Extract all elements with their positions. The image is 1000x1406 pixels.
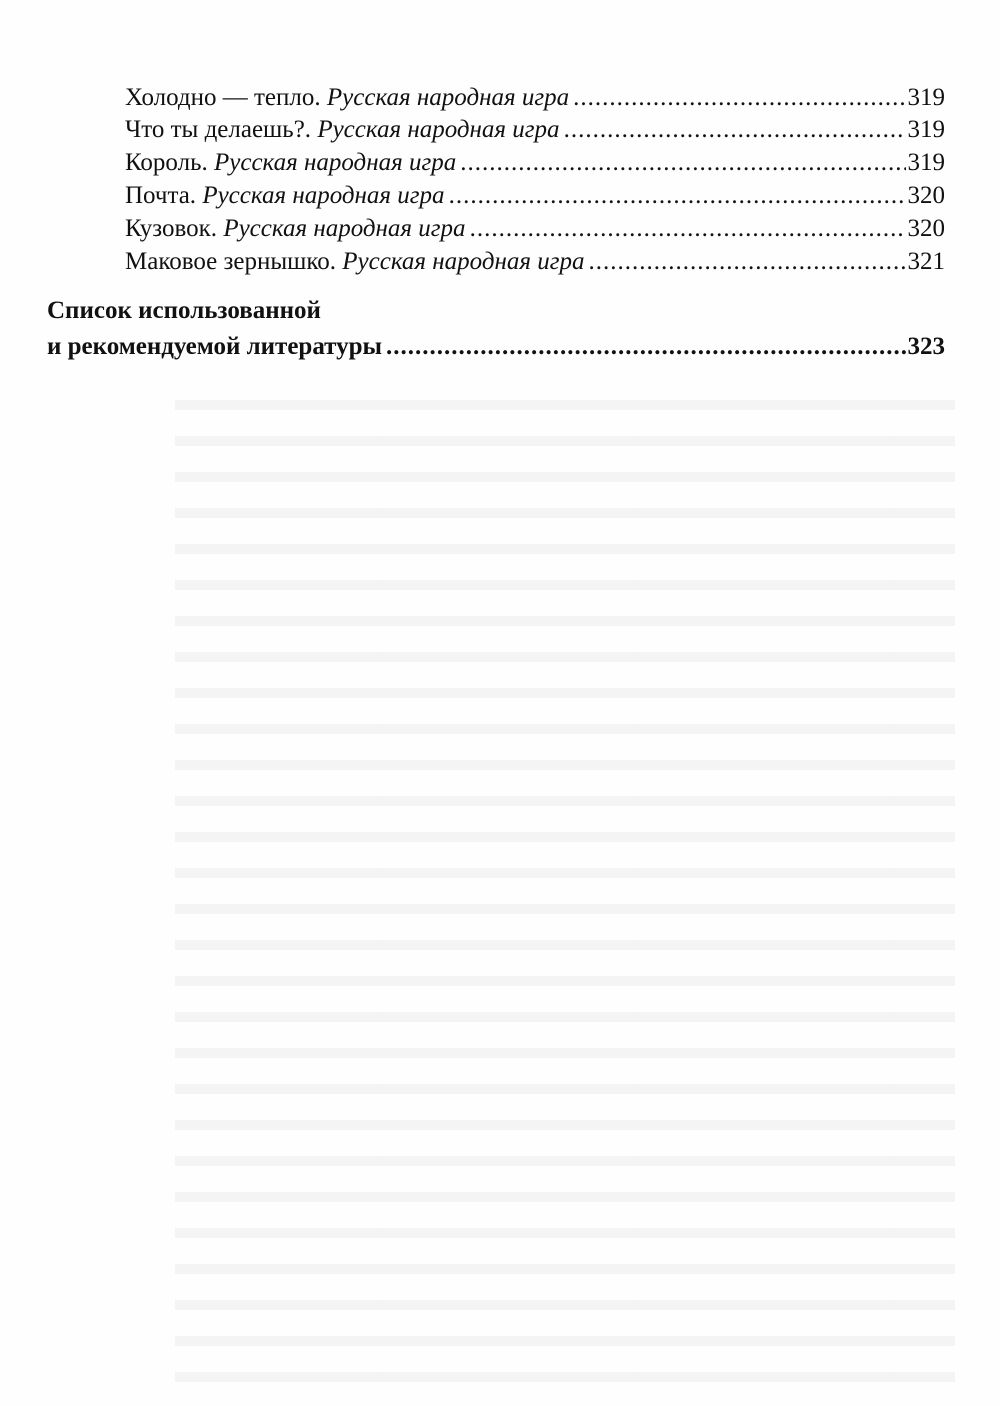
toc-entry-title: Что ты делаешь?. Русская народная игра (125, 116, 560, 143)
dot-leader (470, 211, 906, 247)
toc-entry-subtitle: Русская народная игра (202, 182, 445, 209)
toc-entry[interactable] (125, 178, 945, 214)
toc-page-number: 319 (907, 149, 945, 176)
toc-entry-title: Маковое зернышко. Русская народная игра (125, 248, 585, 275)
toc-entry-subtitle: Русская народная игра (317, 116, 560, 143)
toc-entry-title: Почта. Русская народная игра (125, 182, 445, 209)
dot-leader (460, 145, 905, 181)
section-title-line1: Список использованной (47, 297, 321, 324)
toc-entry-subtitle: Русская народная игра (223, 215, 466, 242)
toc-entry[interactable] (125, 211, 945, 247)
toc-page-number: 320 (907, 182, 945, 209)
dot-leader (449, 178, 906, 214)
toc-entry[interactable] (125, 80, 945, 116)
toc-entry[interactable] (125, 145, 945, 181)
toc-entry-title: Холодно — тепло. Русская народная игра (125, 84, 570, 111)
toc-section-bibliography[interactable] (47, 293, 945, 365)
section-title-line2-row (47, 329, 945, 365)
toc-page-number: 321 (907, 248, 945, 275)
toc-entry-title: Кузовок. Русская народная игра (125, 215, 466, 242)
toc-page-number: 320 (907, 215, 945, 242)
section-title-line2: и рекомендуемой литературы (47, 333, 383, 360)
toc-entry-title: Король. Русская народная игра (125, 149, 457, 176)
section-page-number: 323 (907, 333, 945, 360)
dot-leader (589, 244, 906, 280)
toc-entry-subtitle: Русская народная игра (213, 149, 457, 176)
dot-leader (386, 329, 905, 365)
toc-entry[interactable] (125, 244, 945, 280)
toc-entry-subtitle: Русская народная игра (326, 84, 570, 111)
dot-leader (564, 112, 906, 148)
toc-page-number: 319 (907, 84, 945, 111)
dot-leader (573, 80, 905, 116)
toc-entry[interactable] (125, 112, 945, 148)
toc-entry-subtitle: Русская народная игра (342, 248, 585, 275)
show-through-texture (175, 380, 955, 1390)
toc-page-number: 319 (907, 116, 945, 143)
